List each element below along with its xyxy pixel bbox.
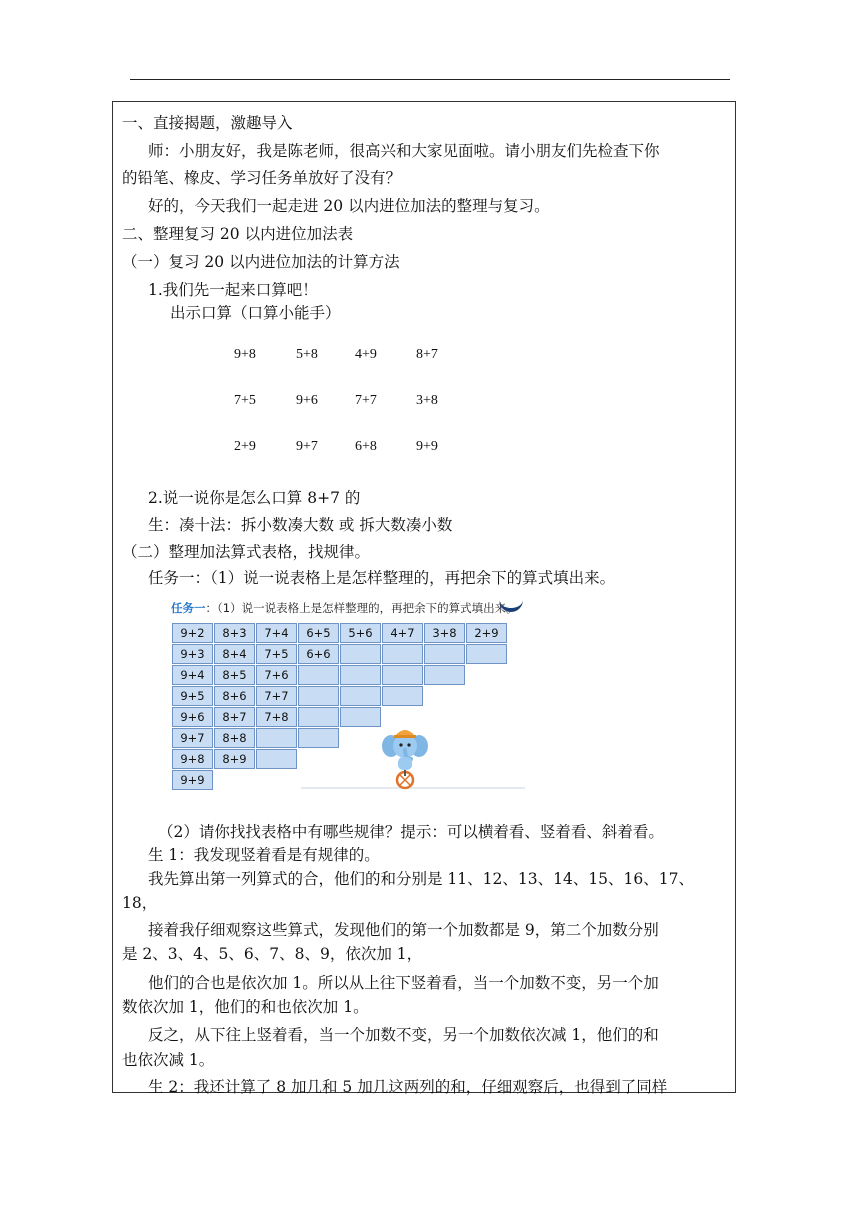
oral-calc-item: 7+5 <box>234 393 256 408</box>
oral-calc-item: 4+9 <box>355 347 377 362</box>
table-cell <box>340 686 381 706</box>
table-cell <box>340 665 381 685</box>
text-line: 他们的合也是依次加 1。所以从上往下竖着看，当一个加数不变，另一个加 <box>148 974 659 992</box>
oral-calc-item: 7+7 <box>355 393 377 408</box>
elephant-on-unicycle-icon <box>379 726 431 790</box>
oral-calc-item: 2+9 <box>234 439 256 454</box>
table-cell <box>382 665 423 685</box>
oral-calc-item: 3+8 <box>416 393 438 408</box>
oral-calc-item: 6+8 <box>355 439 377 454</box>
text-line: 2.说一说你是怎么口算 8+7 的 <box>148 489 361 507</box>
table-cell <box>256 728 297 748</box>
figure-header <box>171 598 525 620</box>
text-line: 生 1：我发现竖着看是有规律的。 <box>148 846 380 864</box>
text-line: 的铅笔、橡皮、学习任务单放好了没有？ <box>122 169 402 187</box>
table-cell: 8+7 <box>214 707 255 727</box>
table-cell: 8+8 <box>214 728 255 748</box>
text-line: 一、直接揭题，激趣导入 <box>122 114 293 132</box>
table-cell: 9+5 <box>172 686 213 706</box>
oral-calc-item: 5+8 <box>296 347 318 362</box>
table-cell: 8+9 <box>214 749 255 769</box>
table-cell: 9+8 <box>172 749 213 769</box>
table-cell: 7+6 <box>256 665 297 685</box>
table-cell: 9+2 <box>172 623 213 643</box>
text-line: 生 2：我还计算了 8 加几和 5 加几这两列的和，仔细观察后，也得到了同样 <box>148 1078 668 1096</box>
oral-calc-item: 9+8 <box>234 347 256 362</box>
text-line: 反之，从下往上竖着看，当一个加数不变，另一个加数依次减 1，他们的和 <box>148 1026 659 1044</box>
text-line: 我先算出第一列算式的合，他们的和分别是 11、12、13、14、15、16、17、 <box>148 870 694 888</box>
text-line: 任务一：（1）说一说表格上是怎样整理的，再把余下的算式填出来。 <box>148 569 616 587</box>
addition-table-figure <box>171 598 525 792</box>
table-cell: 9+7 <box>172 728 213 748</box>
table-cell: 7+7 <box>256 686 297 706</box>
oral-calc-item: 8+7 <box>416 347 438 362</box>
table-cell <box>298 707 339 727</box>
text-line: （一）复习 20 以内进位加法的计算方法 <box>122 253 400 271</box>
text-line: 是 2、3、4、5、6、7、8、9，依次加 1， <box>122 945 423 963</box>
text-line: 也依次减 1。 <box>122 1051 215 1069</box>
table-cell: 9+4 <box>172 665 213 685</box>
table-cell <box>256 749 297 769</box>
table-cell: 6+5 <box>298 623 339 643</box>
table-cell: 7+8 <box>256 707 297 727</box>
table-cell <box>298 728 339 748</box>
table-cell: 9+3 <box>172 644 213 664</box>
table-cell <box>382 686 423 706</box>
table-cell <box>298 665 339 685</box>
table-cell: 4+7 <box>382 623 423 643</box>
text-line: 二、整理复习 20 以内进位加法表 <box>122 225 354 243</box>
table-cell <box>382 644 423 664</box>
table-cell: 8+3 <box>214 623 255 643</box>
table-cell <box>340 644 381 664</box>
table-cell: 7+5 <box>256 644 297 664</box>
header-rule <box>130 79 730 80</box>
text-line: 接着我仔细观察这些算式，发现他们的第一个加数都是 9，第二个加数分别 <box>148 921 659 939</box>
figure-task-text: ：（1）说一说表格上是怎样整理的，再把余下的算式填出来。 <box>205 601 518 615</box>
figure-task-caption <box>171 601 518 615</box>
oral-calc-item: 9+6 <box>296 393 318 408</box>
text-line: 好的，今天我们一起走进 20 以内进位加法的整理与复习。 <box>148 197 550 215</box>
text-line: 出示口算（口算小能手） <box>170 304 341 322</box>
text-line: 数依次加 1，他们的和也依次加 1。 <box>122 998 369 1016</box>
table-cell: 9+9 <box>172 770 213 790</box>
table-cell: 8+6 <box>214 686 255 706</box>
figure-task-name: 任务一 <box>171 601 206 615</box>
oral-calc-item: 9+7 <box>296 439 318 454</box>
text-line: 1.我们先一起来口算吧！ <box>148 281 318 299</box>
table-cell: 5+6 <box>340 623 381 643</box>
table-cell: 9+6 <box>172 707 213 727</box>
table-cell <box>298 686 339 706</box>
table-cell <box>340 707 381 727</box>
text-line: 生：凑十法：拆小数凑大数 或 拆大数凑小数 <box>148 516 453 534</box>
text-line: （2）请你找找表格中有哪些规律？提示：可以横着看、竖着看、斜着看。 <box>158 823 664 841</box>
text-line: （二）整理加法算式表格，找规律。 <box>122 543 371 561</box>
table-cell: 3+8 <box>424 623 465 643</box>
table-cell: 2+9 <box>466 623 507 643</box>
text-line: 师：小朋友好，我是陈老师，很高兴和大家见面啦。请小朋友们先检查下你 <box>148 142 660 160</box>
table-cell <box>466 644 507 664</box>
table-cell <box>424 644 465 664</box>
text-line: 18， <box>122 894 158 912</box>
table-cell: 8+4 <box>214 644 255 664</box>
table-cell: 6+6 <box>298 644 339 664</box>
table-cell: 7+4 <box>256 623 297 643</box>
oral-calc-item: 9+9 <box>416 439 438 454</box>
table-cell <box>424 665 465 685</box>
table-cell: 8+5 <box>214 665 255 685</box>
